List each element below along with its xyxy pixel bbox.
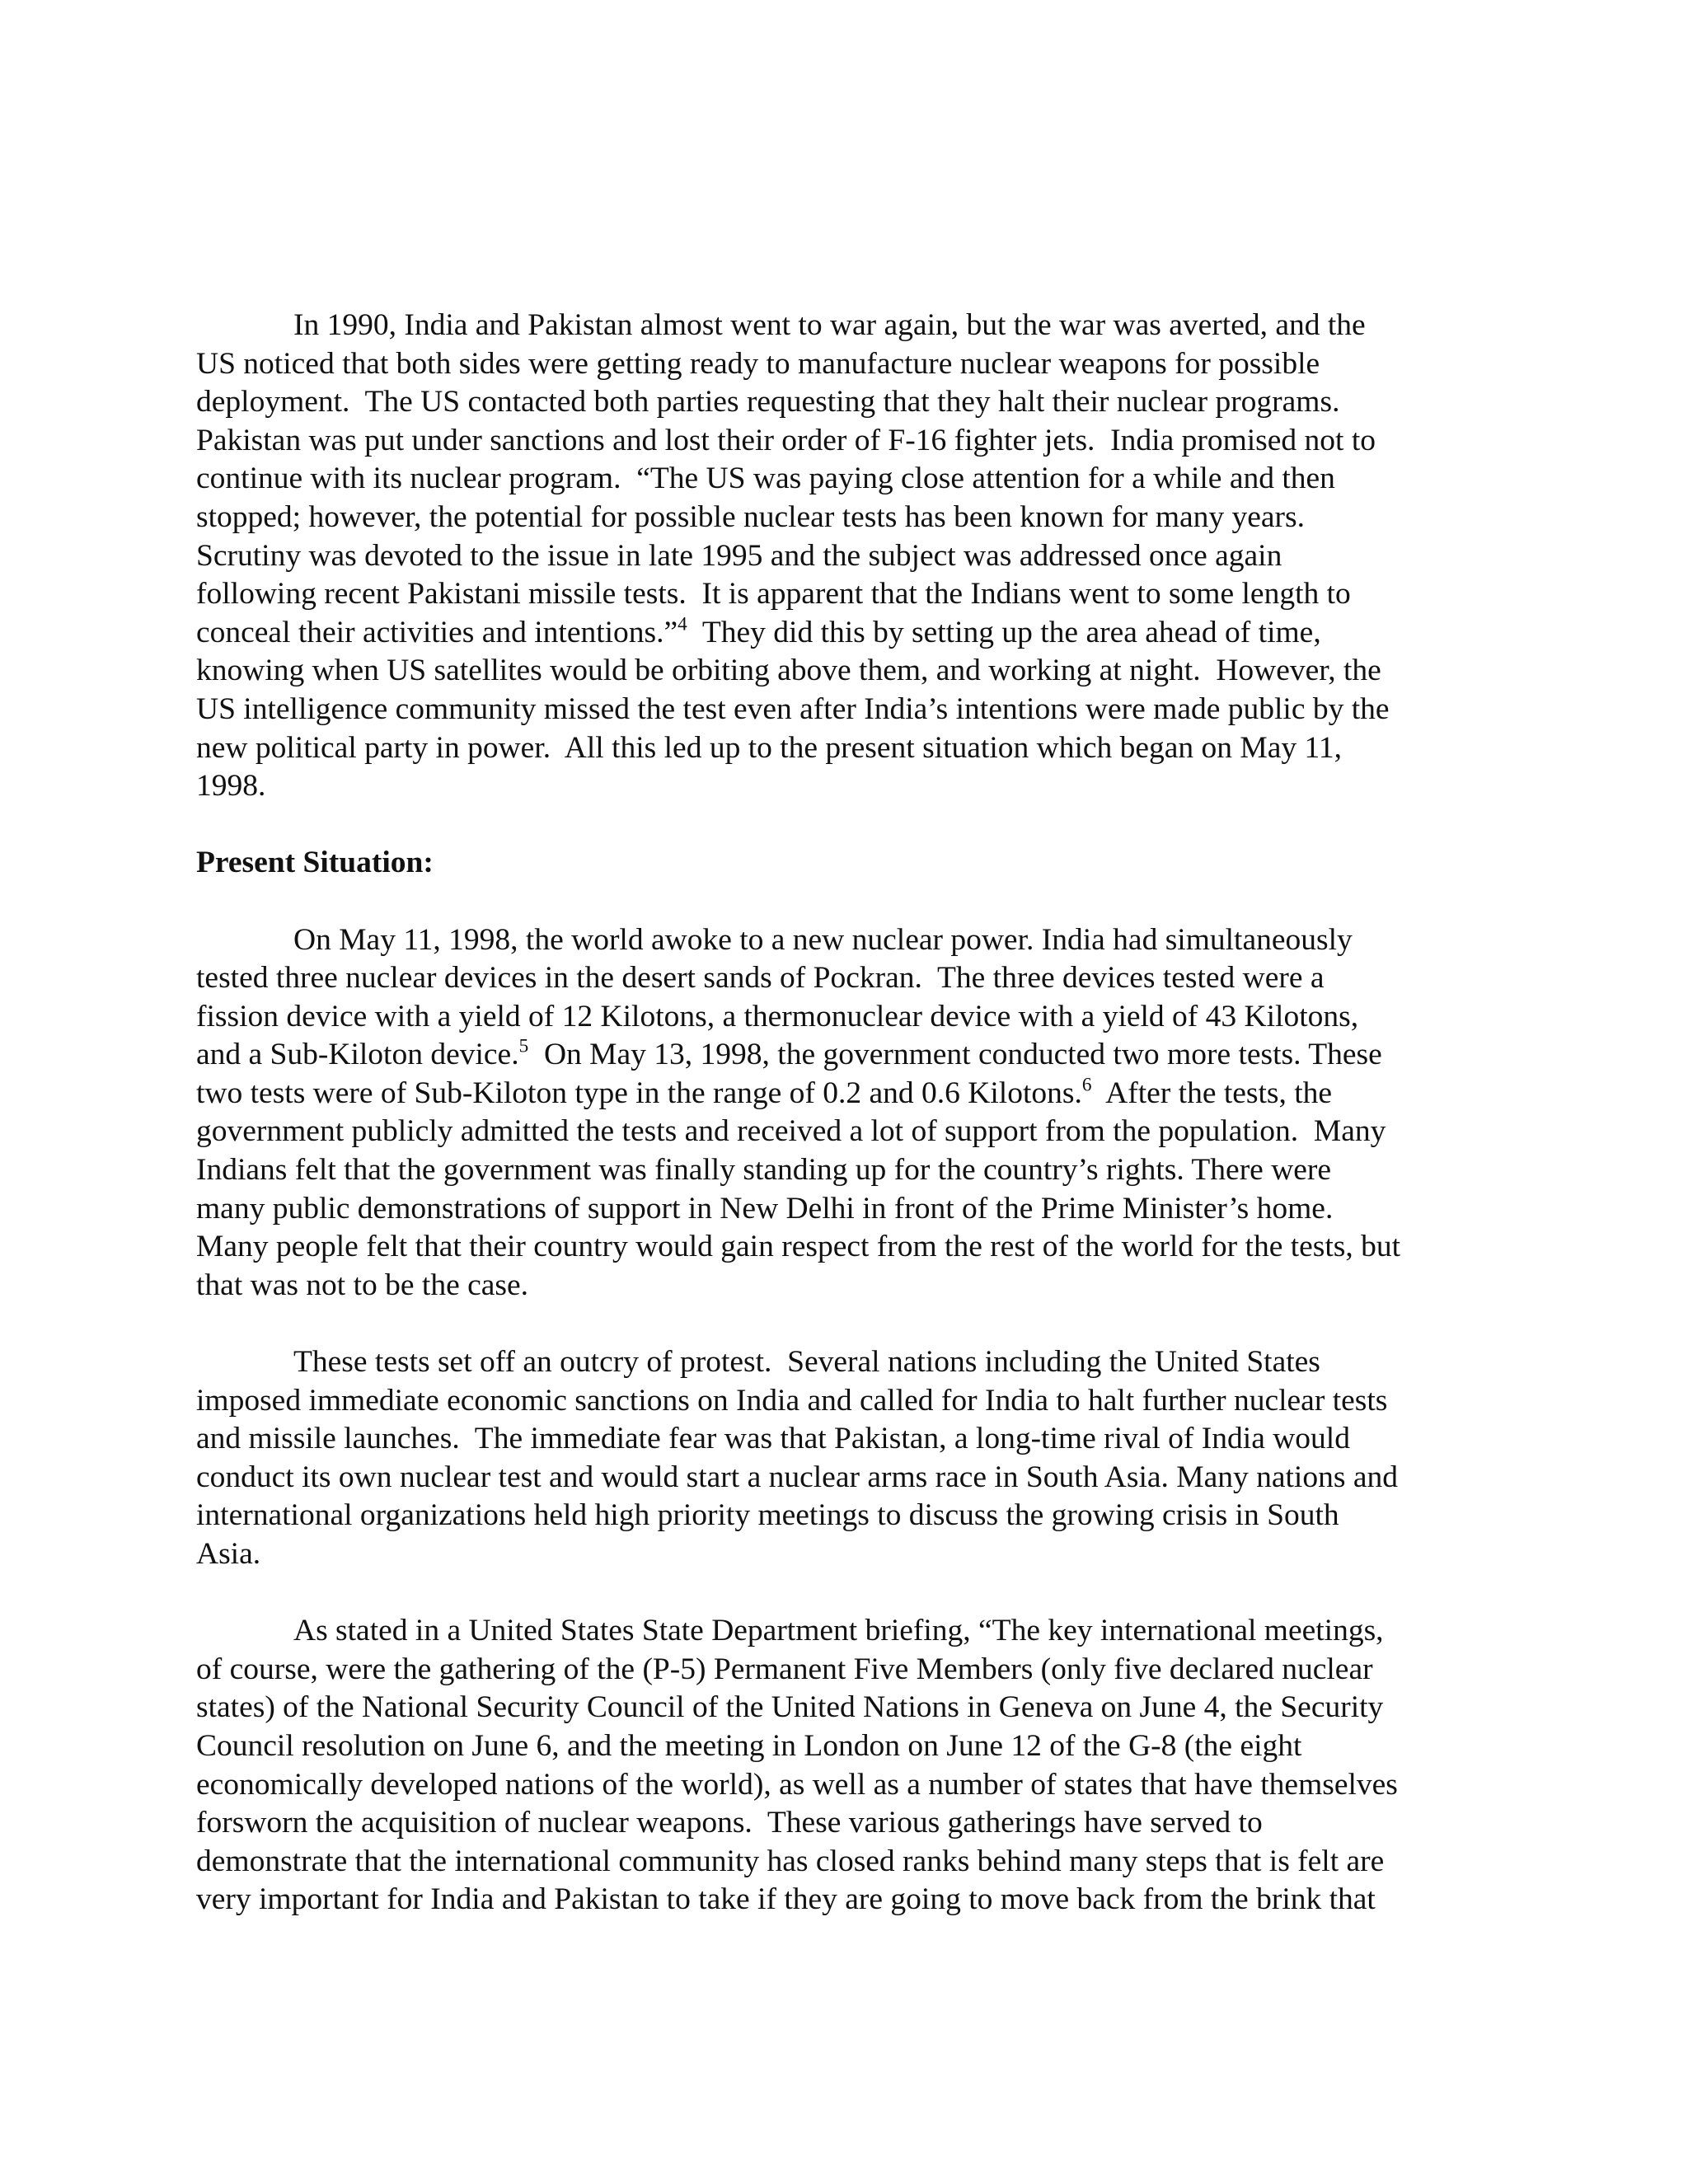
text-line: government publicly admitted the tests and received a lot of support from the population. Many (196, 1114, 1386, 1149)
text-line: knowing when US satellites would be orbiting above them, and working at night. However, the (196, 654, 1381, 688)
text-line: following recent Pakistani missile tests. It is apparent that the Indians went to some length to (196, 577, 1351, 612)
spacer (196, 1305, 1482, 1343)
section-heading: Present Situation: (196, 846, 434, 880)
text-line: stopped; however, the potential for possible nuclear tests has been known for many years. (196, 499, 1306, 534)
document-body (196, 307, 1482, 1919)
text-segment: They did this by setting up the area ahead of time, (687, 615, 1321, 649)
text-line: economically developed nations of the world), as well as a number of states that have themselves (196, 1767, 1398, 1802)
text-line: imposed immediate economic sanctions on India and called for India to halt further nuclear tests (196, 1383, 1388, 1418)
text-line: 1998. (196, 769, 266, 804)
text-line: new political party in power. All this led up to the present situation which began on May 11, (196, 730, 1343, 765)
footnote-ref-6: 6 (1081, 1074, 1092, 1096)
text-line: conduct its own nuclear test and would start a nuclear arms race in South Asia. Many nations and (196, 1460, 1398, 1494)
text-line: continue with its nuclear program. “The US was paying close attention for a while and then (196, 462, 1335, 496)
text-line: that was not to be the case. (196, 1268, 528, 1302)
text-segment: conceal their activities and intentions.” (196, 615, 678, 649)
text-line: Council resolution on June 6, and the meeting in London on June 12 of the G-8 (the eight (196, 1728, 1302, 1763)
text-line: of course, were the gathering of the (P-5) Permanent Five Members (only five declared nuclear (196, 1652, 1373, 1686)
paragraph-outcry (196, 1343, 1482, 1574)
footnote-ref-5: 5 (518, 1035, 529, 1057)
text-line: states) of the National Security Council of the United Nations in Geneva on June 4, the Security (196, 1690, 1384, 1725)
text-segment: After the tests, the (1091, 1076, 1333, 1110)
text-line: Asia. (196, 1537, 261, 1571)
text-line: and missile launches. The immediate fear was that Pakistan, a long-time rival of India would (196, 1422, 1350, 1456)
spacer (196, 883, 1482, 921)
text-line: Pakistan was put under sanctions and lost their order of F-16 fighter jets. India promised not to (196, 423, 1376, 457)
text-line (196, 614, 1482, 653)
text-line: Scrutiny was devoted to the issue in late 1995 and the subject was addressed once again (196, 538, 1282, 573)
spacer (196, 1574, 1482, 1613)
text-line: US noticed that both sides were getting ready to manufacture nuclear weapons for possible (196, 346, 1320, 381)
paragraph-state-department (196, 1612, 1482, 1919)
text-line: forsworn the acquisition of nuclear weapons. These various gatherings have served to (196, 1806, 1263, 1840)
text-line: On May 11, 1998, the world awoke to a new nuclear power. India had simultaneously (293, 922, 1353, 957)
text-line: demonstrate that the international community has closed ranks behind many steps that is felt are (196, 1844, 1385, 1878)
text-line: fission device with a yield of 12 Kilotons, a thermonuclear device with a yield of 43 Kilotons, (196, 999, 1359, 1033)
text-line: many public demonstrations of support in New Delhi in front of the Prime Minister’s home. (196, 1191, 1334, 1226)
text-line: Indians felt that the government was finally standing up for the country’s rights. There were (196, 1153, 1332, 1188)
spacer (196, 806, 1482, 845)
text-segment: and a Sub-Kiloton device. (196, 1038, 519, 1072)
text-line (196, 1036, 1482, 1075)
text-segment: On May 13, 1998, the government conducted two more tests. These (528, 1038, 1382, 1072)
text-line: international organizations held high priority meetings to discuss the growing crisis in South (196, 1498, 1339, 1533)
text-line: US intelligence community missed the test even after India’s intentions were made public by the (196, 691, 1390, 726)
paragraph-may-1998-tests (196, 921, 1482, 1305)
text-line: In 1990, India and Pakistan almost went to war again, but the war was averted, and the (293, 308, 1366, 342)
footnote-ref-4: 4 (678, 613, 687, 635)
text-line: tested three nuclear devices in the desert sands of Pockran. The three devices tested were a (196, 961, 1325, 996)
text-line: These tests set off an outcry of protest. Several nations including the United States (293, 1345, 1320, 1380)
text-line: deployment. The US contacted both parties requesting that they halt their nuclear programs. (196, 385, 1340, 419)
text-line: Many people felt that their country would gain respect from the rest of the world for the tests, but (196, 1230, 1401, 1264)
text-line: As stated in a United States State Department briefing, “The key international meetings, (293, 1614, 1384, 1648)
paragraph-1990-crisis (196, 307, 1482, 806)
text-segment: two tests were of Sub-Kiloton type in the range of 0.2 and 0.6 Kilotons. (196, 1076, 1082, 1110)
text-line (196, 1075, 1482, 1113)
text-line: very important for India and Pakistan to take if they are going to move back from the brink that (196, 1882, 1376, 1917)
